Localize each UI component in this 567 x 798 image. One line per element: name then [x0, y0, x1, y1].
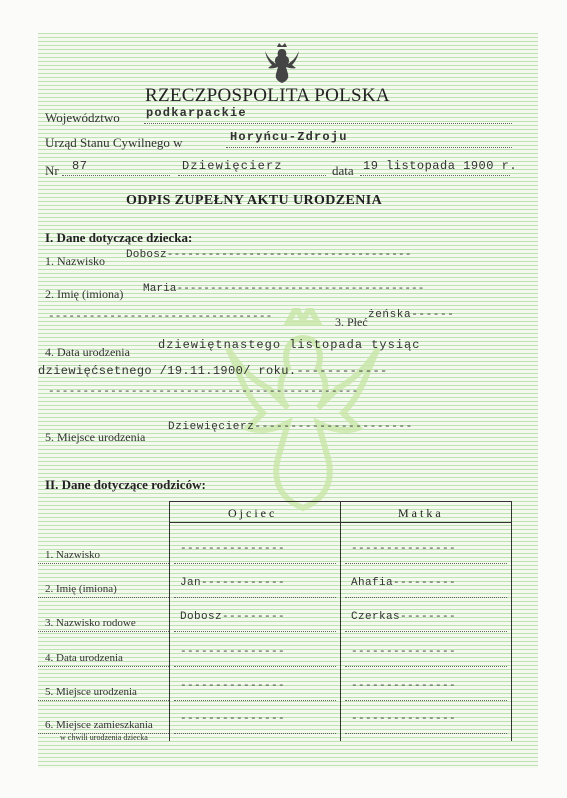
child-names-value: Maria-------------------------------------	[143, 283, 425, 295]
mother-cell: Czerkas--------	[351, 611, 457, 623]
column-mother-header: M a t k a	[398, 506, 441, 520]
father-cell: ---------------	[180, 713, 286, 725]
mother-cell: Ahafia---------	[351, 577, 457, 589]
nr-value: 87	[72, 159, 88, 173]
child-surname-label: 1. Nazwisko	[45, 254, 105, 268]
father-cell: Dobosz---------	[180, 611, 286, 623]
sex-value: żeńska------	[368, 309, 455, 321]
mother-cell: ---------------	[351, 680, 457, 692]
father-cell: ---------------	[180, 543, 286, 555]
parent-row-label: 4. Data urodzenia	[45, 652, 123, 664]
nr-place-value: Dziewięcierz	[182, 159, 283, 173]
polish-eagle-emblem-icon	[265, 43, 299, 83]
parent-row-label: 2. Imię (imiona)	[45, 583, 117, 595]
father-cell: Jan------------	[180, 577, 286, 589]
parent-row-label: 1. Nazwisko	[45, 549, 100, 561]
province-label: Województwo	[45, 110, 120, 125]
province-value: podkarpackie	[146, 106, 247, 120]
section2-heading: II. Dane dotyczące rodziców:	[45, 477, 206, 492]
column-father-header: O j c i e c	[228, 506, 275, 520]
father-cell: ---------------	[180, 646, 286, 658]
parent-row-label: 5. Miejsce urodzenia	[45, 686, 137, 698]
parent-row-label: 3. Nazwisko rodowe	[45, 617, 136, 629]
child-names-label: 2. Imię (imiona)	[45, 287, 124, 301]
birthdate-line3: ---------------------------------------------	[48, 386, 359, 398]
birthdate-line2: dziewięćsetnego /19.11.1900/ roku.------------	[38, 364, 388, 378]
date-value: 19 listopada 1900 r.	[363, 159, 518, 173]
birthdate-label: 4. Data urodzenia	[45, 345, 130, 359]
section1-heading: I. Dane dotyczące dziecka:	[45, 230, 193, 245]
document-title: ODPIS ZUPEŁNY AKTU URODZENIA	[126, 193, 383, 208]
father-cell: ---------------	[180, 680, 286, 692]
country-title: RZECZPOSPOLITA POLSKA	[145, 85, 390, 106]
parent-row-label: 6. Miejsce zamieszkania	[45, 719, 153, 731]
mother-cell: ---------------	[351, 713, 457, 725]
nr-label: Nr	[45, 163, 59, 178]
date-label: data	[332, 163, 354, 178]
residence-note: w chwili urodzenia dziecka	[60, 733, 148, 742]
birthdate-line1: dziewiętnastego listopada tysiąc	[158, 338, 421, 352]
child-surname-value: Dobosz------------------------------------	[126, 249, 412, 261]
child-names-continuation: ---------------------------------	[48, 311, 273, 323]
birthplace-value: Dziewięcierz----------------------	[168, 421, 413, 433]
office-value: Horyńcu-Zdroju	[230, 130, 348, 144]
office-label: Urząd Stanu Cywilnego w	[45, 135, 183, 150]
sex-label: 3. Płeć	[335, 315, 368, 329]
mother-cell: ---------------	[351, 543, 457, 555]
birthplace-label: 5. Miejsce urodzenia	[45, 430, 146, 444]
mother-cell: ---------------	[351, 646, 457, 658]
document-sheet	[38, 33, 538, 768]
